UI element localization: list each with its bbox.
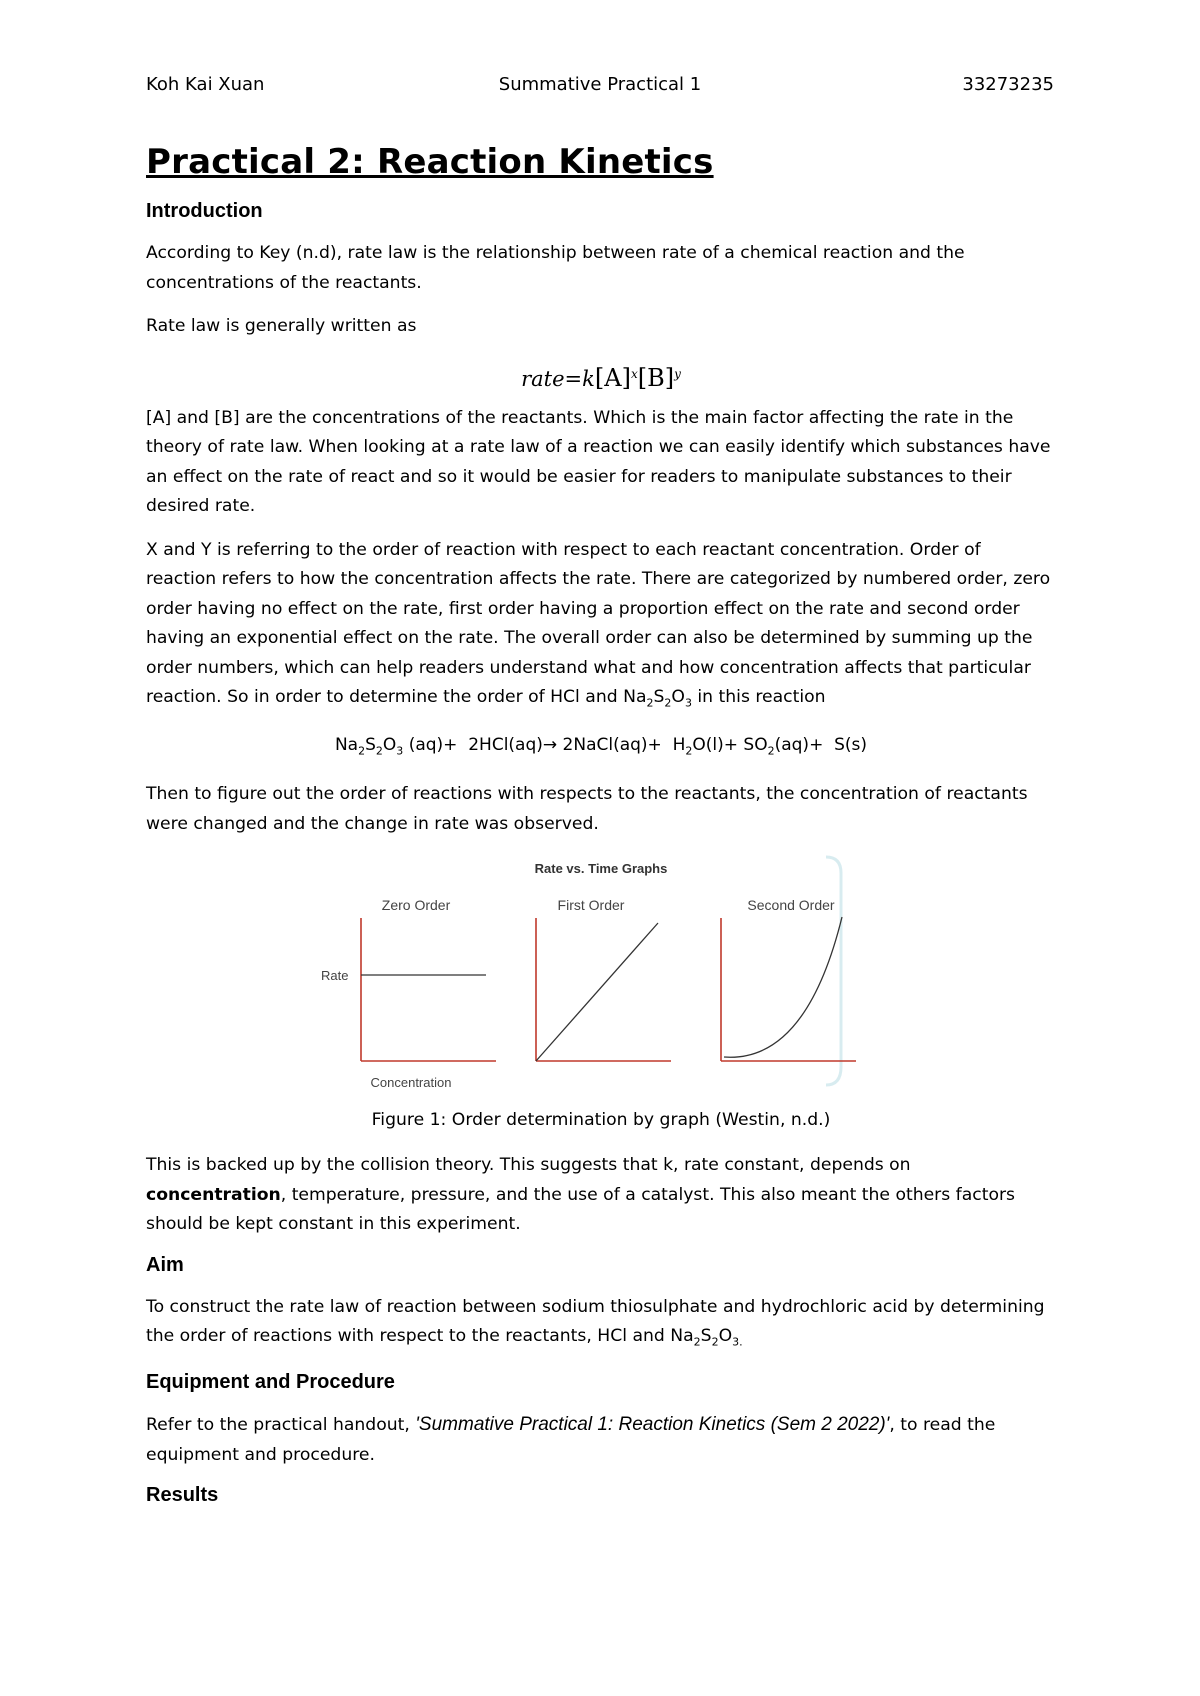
page-title: Practical 2: Reaction Kinetics xyxy=(146,142,714,182)
aim-heading: Aim xyxy=(146,1253,184,1276)
zero-order-graph xyxy=(361,918,496,1061)
header-doc-title: Summative Practical 1 xyxy=(498,74,702,95)
panel-label-zero: Zero Order xyxy=(381,897,451,914)
first-order-graph xyxy=(536,918,671,1061)
header-author: Koh Kai Xuan xyxy=(146,74,265,95)
intro-paragraph-3: [A] and [B] are the concentrations of the reactants. Which is the main factor affecting the rate in the theory of rate law. When looking at a rate law of a reaction we can easily identify which substances have an effect on the rate of react and so it would be easier for readers to manipulate substances to their desired rate. xyxy=(146,407,1051,516)
results-heading: Results xyxy=(146,1484,219,1507)
introduction-heading: Introduction xyxy=(146,200,263,222)
rate-graphs-figure xyxy=(306,853,896,1093)
intro-paragraph-2: Rate law is generally written as xyxy=(146,316,417,336)
intro-paragraph-4: X and Y is referring to the order of reaction with respect to each reactant concentration. Order of reaction refers to how the concentration affects the rate. There are categorized by numbered order, zero order having no effect on the rate, first order having a proportion effect on the rate and second order having an exponential effect on the rate. The overall order can also be determined by summing up the order numbers, which can help readers understand what and how concentration affects that particular reaction. So in order to determine the order of HCl and $Na_2S_2O_3$ in this reaction xyxy=(146,539,1051,710)
aim-paragraph: To construct the rate law of reaction between sodium thiosulphate and hydrochloric acid by determining the order of reactions with respect to the reactants, HCl and $Na_2S_2O_{3.}$ xyxy=(146,1296,1045,1349)
page-header xyxy=(146,74,1054,98)
panel-label-second: Second Order xyxy=(747,897,835,914)
y-axis-label: Rate xyxy=(321,968,349,984)
figure-caption: Figure 1: Order determination by graph (Westin, n.d.) xyxy=(371,1110,831,1131)
document-body xyxy=(146,142,1056,1523)
x-axis-label: Concentration xyxy=(370,1075,452,1091)
intro-paragraph-5: Then to figure out the order of reactions with respects to the reactants, the concentration of reactants were changed and the change in rate was observed. xyxy=(146,784,1028,834)
first-order-curve xyxy=(536,923,658,1061)
intro-paragraph-1: According to Key (n.d), rate law is the relationship between rate of a chemical reaction and the concentrations of the reactants. xyxy=(146,243,965,293)
second-order-curve xyxy=(724,917,842,1057)
rate-graphs-svg xyxy=(306,853,896,1093)
chemical-reaction: $Na_2S_2O_3$ (aq)+ 2HCl(aq)→ 2NaCl(aq)+ $H_2O(l)+ SO_2(aq)+ S(s)$ xyxy=(334,734,868,758)
rate-law-equation: $rate=k[A]^x[B]^y$ xyxy=(521,363,681,392)
header-student-id: 33273235 xyxy=(962,74,1054,95)
equipment-paragraph: Refer to the practical handout, 'Summative Practical 1: Reaction Kinetics (Sem 2 2022)', to read the equipment and procedure. xyxy=(146,1414,996,1465)
figure-title: Rate vs. Time Graphs xyxy=(534,861,668,877)
panel-label-first: First Order xyxy=(557,897,625,914)
figure-border xyxy=(826,857,841,1085)
second-order-graph xyxy=(721,917,856,1061)
collision-paragraph: This is backed up by the collision theory. This suggests that k, rate constant, depends on concentration, temperature, pressure, and the use of a catalyst. This also meant the others factors should be kept constant in this experiment. xyxy=(146,1155,1015,1235)
equipment-heading: Equipment and Procedure xyxy=(146,1371,395,1394)
